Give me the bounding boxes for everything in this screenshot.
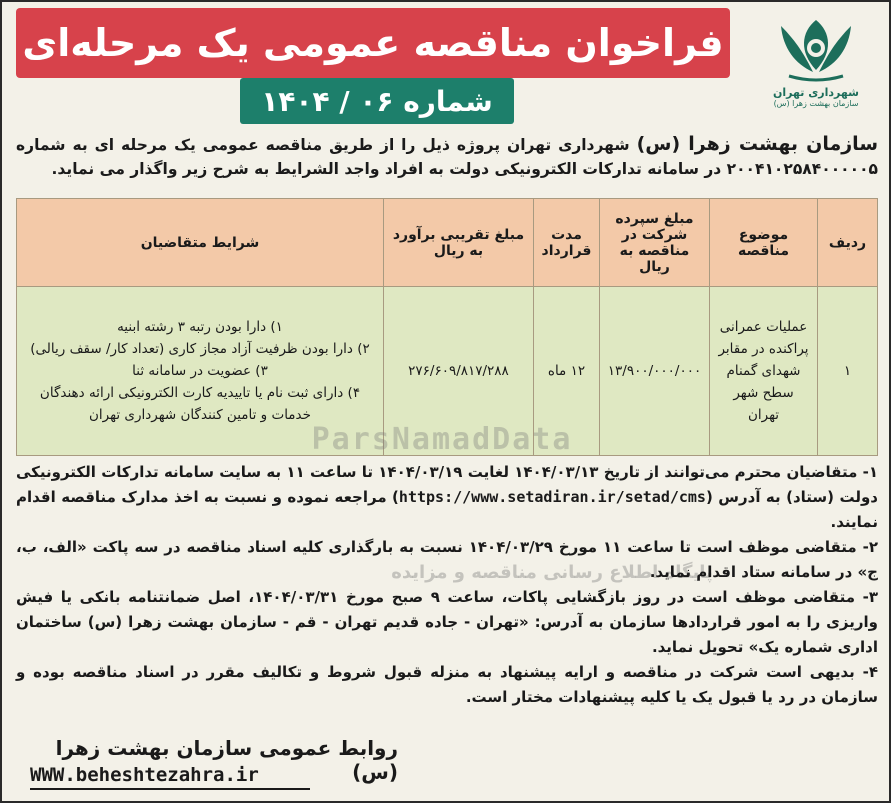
condition-item: ۴) دارای ثبت نام یا تاییدیه کارت الکترونیکی ارائه دهندگان	[39, 385, 361, 401]
table-header-row	[17, 199, 878, 287]
footer-website-link[interactable]: WWW.beheshtezahra.ir	[30, 764, 259, 786]
tulip-emblem-icon	[761, 12, 871, 84]
footer-underline	[30, 788, 310, 790]
cell-estimate: ۲۷۶/۶۰۹/۸۱۷/۲۸۸	[384, 287, 534, 456]
intro-paragraph	[16, 132, 878, 181]
header-conditions: شرایط متقاضیان	[17, 199, 384, 287]
cell-duration: ۱۲ ماه	[534, 287, 600, 456]
header-estimate: مبلغ تقریبی برآورد به ریال	[384, 199, 534, 287]
note-2: ۲- متقاضی موظف است تا ساعت ۱۱ مورخ ۱۴۰۴/۰۳/۲۹ نسبت به بارگذاری کلیه اسناد مناقصه در سه پاکت «الف، ب، ج» در سامانه ستاد اقدام نماید.	[16, 538, 878, 581]
cell-subject: عملیات عمرانی پراکنده در مقابر شهدای گمنام سطح شهر تهران	[710, 287, 818, 456]
notes-section	[16, 460, 878, 710]
condition-item: ۳) عضویت در سامانه ثنا	[132, 363, 268, 379]
note-1-text-a: ۱- متقاضیان محترم می‌توانند از تاریخ ۱۴۰۴/۰۳/۱۳ لغایت ۱۴۰۴/۰۳/۱۹ تا ساعت ۱۱ به سایت سامانه تدارکات الکترونیکی دولت (ستاد) به آدرس (	[16, 463, 879, 506]
footer-title: روابط عمومی سازمان بهشت زهرا (س)	[55, 736, 398, 784]
condition-item: خدمات و تامین کنندگان شهرداری تهران	[89, 407, 311, 423]
announcement-title: فراخوان مناقصه عمومی یک مرحله‌ای	[16, 8, 730, 78]
watermark-subtitle: پایگاه اطلاع رسانی مناقصه و مزایده	[391, 562, 713, 583]
tehran-municipality-logo	[754, 12, 878, 124]
header-duration: مدت قرارداد	[534, 199, 600, 287]
intro-text: شهرداری تهران پروژه ذیل را از طریق مناقصه عمومی یک مرحله ای به شماره ۲۰۰۴۱۰۲۵۸۴۰۰۰۰۰۵ در سامانه تدارکات الکترونیکی دولت به افراد واجد الشرایط به شرح زیر واگذار می نماید.	[16, 136, 878, 178]
cell-deposit: ۱۳/۹۰۰/۰۰۰/۰۰۰	[600, 287, 710, 456]
header-deposit: مبلغ سپرده شرکت در مناقصه به ریال	[600, 199, 710, 287]
logo-line-2: سازمان بهشت زهرا (س)	[773, 99, 859, 108]
condition-item: ۱) دارا بودن رتبه ۳ رشته ابنیه	[117, 319, 283, 335]
note-3: ۳- متقاضی موظف است در روز بازگشایی پاکات، ساعت ۹ صبح مورخ ۱۴۰۴/۰۳/۳۱، اصل ضمانتنامه بانکی یا فیش واریزی را به امور قراردادها سازمان به آدرس: «تهران - جاده قدیم تهران - قم - سازمان بهشت زهرا (س) ساختمان اداری شماره یک» تحویل نماید.	[16, 588, 879, 656]
cell-row-number: ۱	[818, 287, 878, 456]
condition-item: ۲) دارا بودن ظرفیت آزاد مجاز کاری (تعداد کار/ سقف ریالی)	[30, 341, 370, 357]
header-subject: موضوع مناقصه	[710, 199, 818, 287]
logo-line-1: شهرداری تهران	[773, 86, 859, 99]
organization-name: سازمان بهشت زهرا (س)	[636, 133, 879, 155]
note-1-text-b: ) مراجعه نموده و نسبت به اخذ مدارک مناقصه اقدام نمایند.	[16, 488, 878, 531]
note-4: ۴- بدیهی است شرکت در مناقصه و ارایه پیشنهاد به منزله قبول شروط و تکالیف مقرر در اسناد مناقصه بوده و سازمان در رد یا قبول یک یا کلیه پیشنهادات مختار است.	[16, 663, 878, 706]
note-1	[16, 460, 878, 535]
tender-table	[16, 198, 878, 456]
header-row-number: ردیف	[818, 199, 878, 287]
watermark: ParsNamadData	[311, 422, 573, 457]
announcement-number: شماره ۰۶ / ۱۴۰۴	[240, 78, 514, 124]
setad-url-link[interactable]: https://www.setadiran.ir/setad/cms	[398, 488, 706, 506]
